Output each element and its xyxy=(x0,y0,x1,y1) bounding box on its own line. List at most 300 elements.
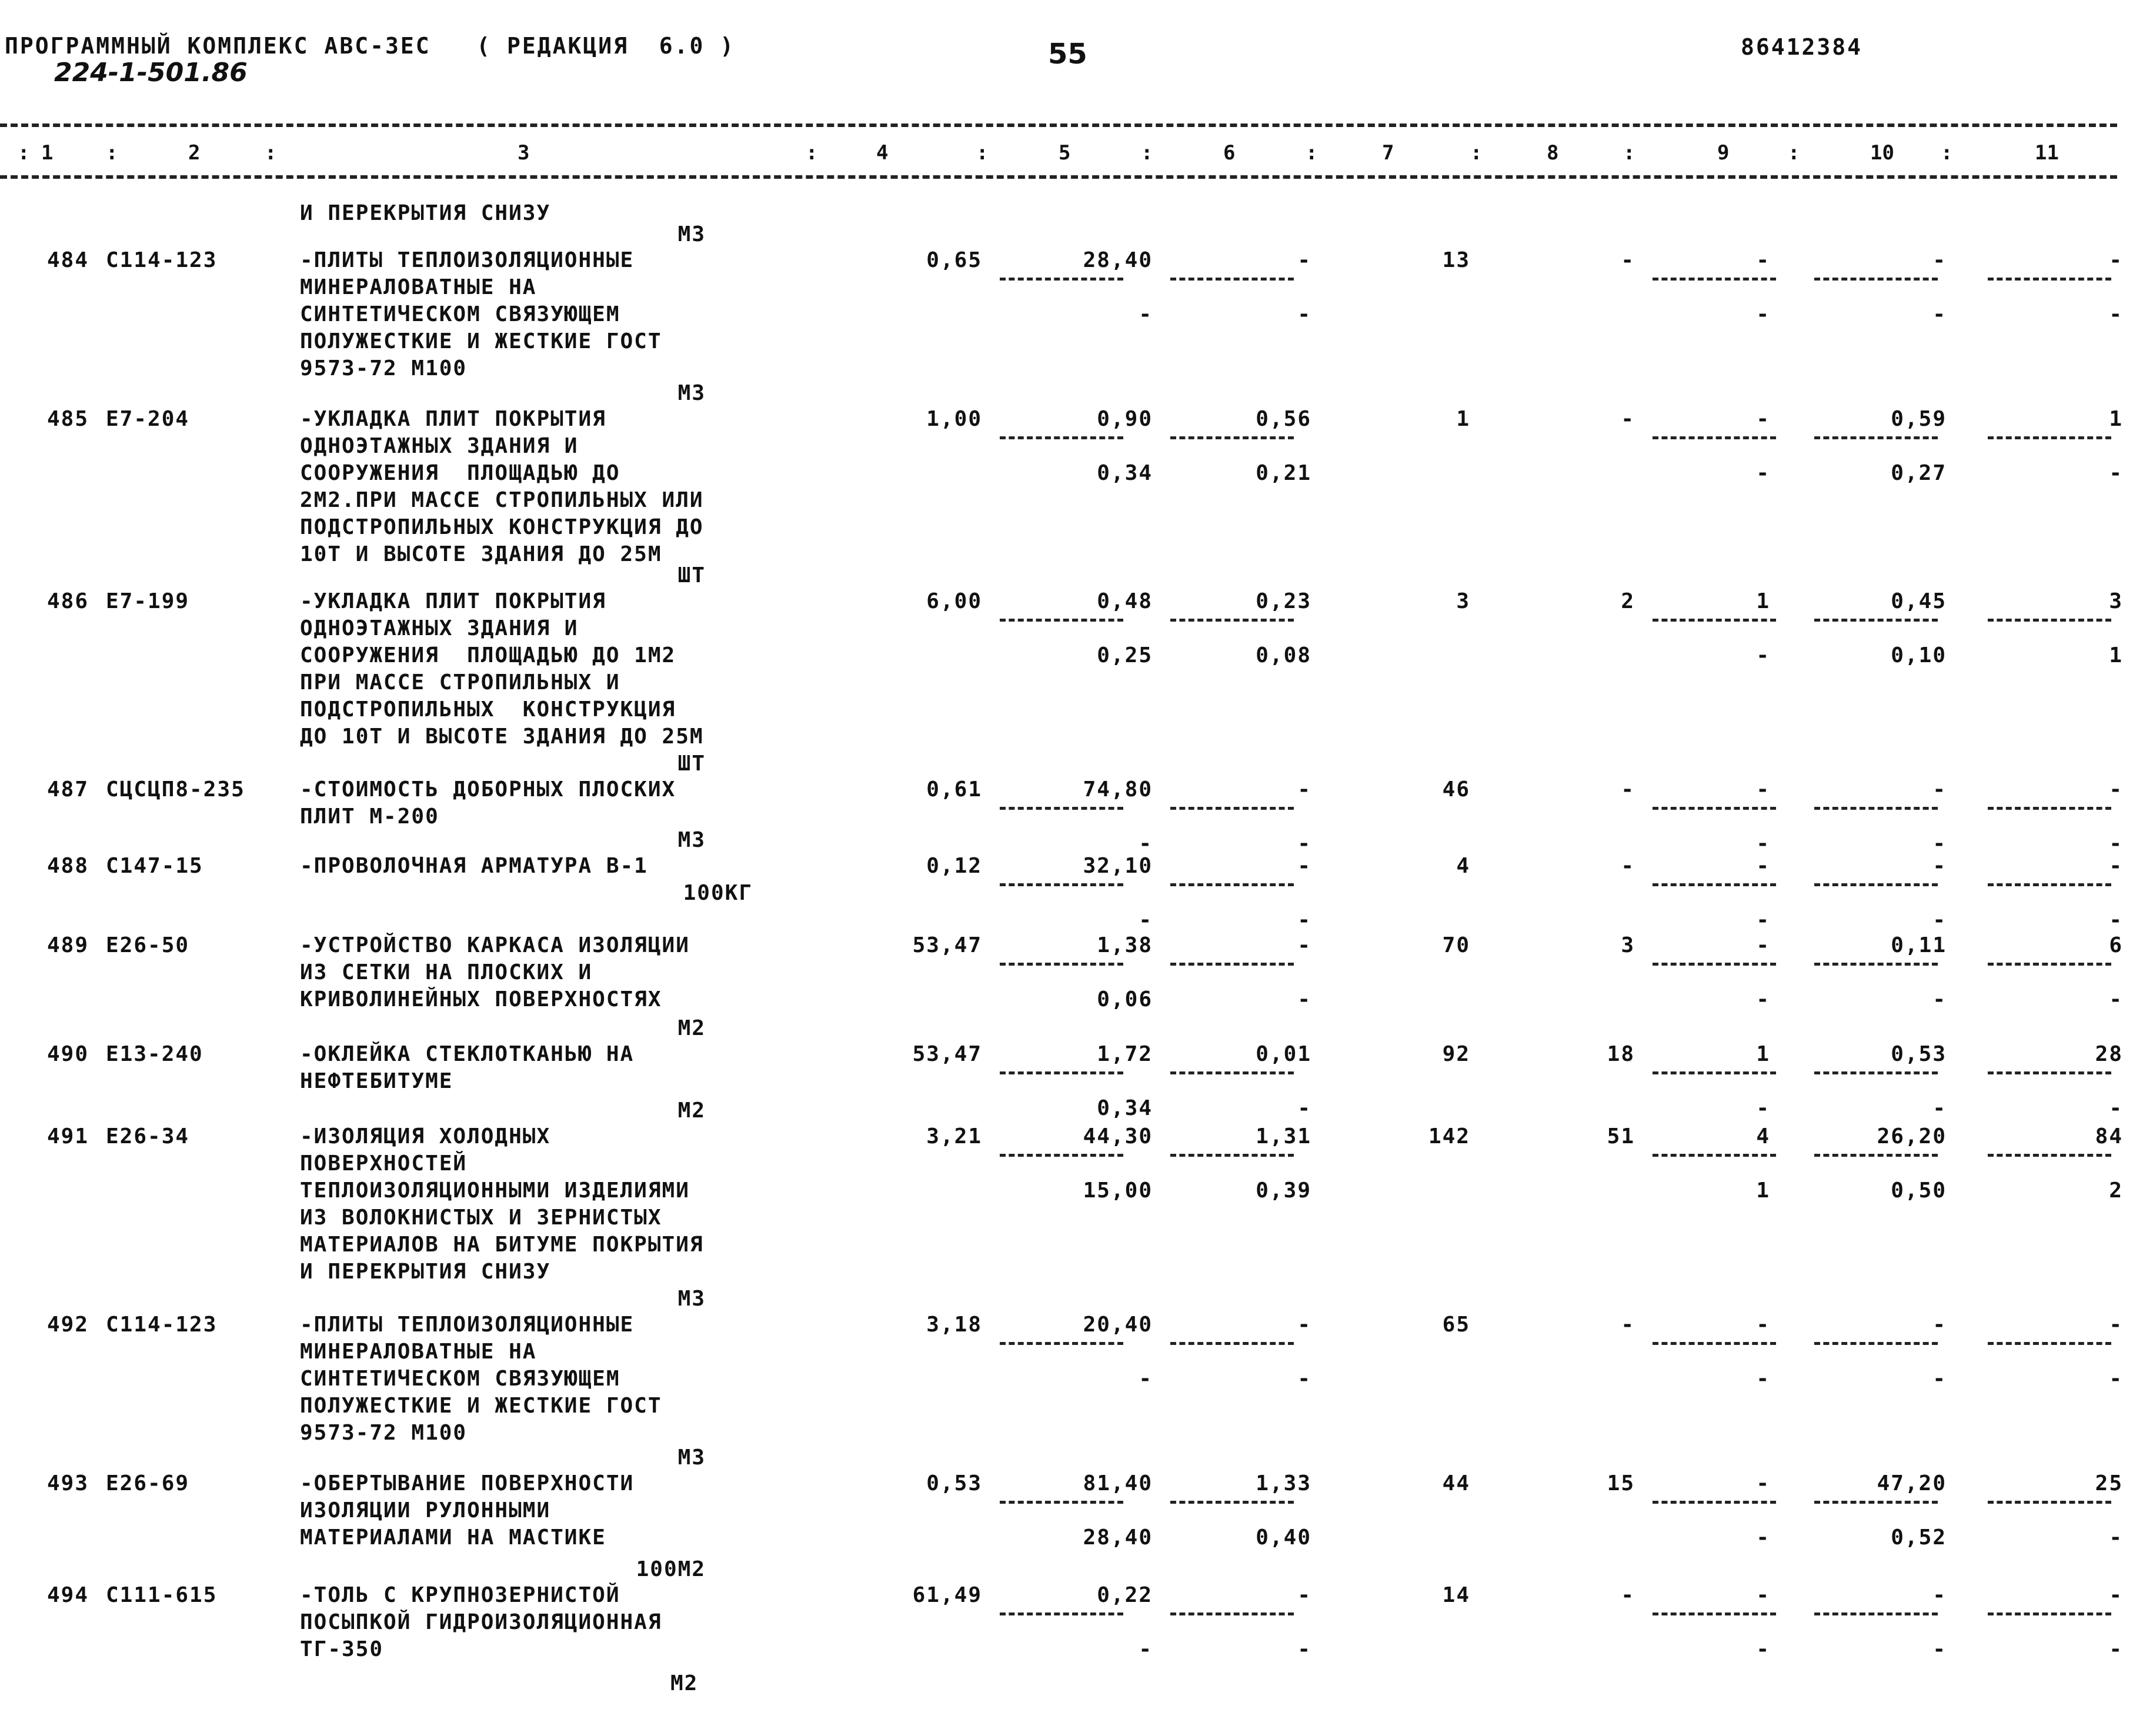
labor-total: 84 xyxy=(2095,1124,2123,1149)
column-separator: : xyxy=(1306,141,1318,165)
unit-cost-machines: - xyxy=(1297,933,1311,957)
description-line: МАТЕРИАЛАМИ НА МАСТИКЕ xyxy=(300,1525,606,1550)
resource-code: Е26-34 xyxy=(106,1124,190,1149)
machine-wages: - xyxy=(1297,302,1311,326)
description-line: МАТЕРИАЛОВ НА БИТУМЕ ПОКРЫТИЯ xyxy=(300,1233,704,1257)
machine-wages: - xyxy=(1297,832,1311,856)
labor-machinists-unit: - xyxy=(1932,908,1947,932)
description-line: -ПЛИТЫ ТЕПЛОИЗОЛЯЦИОННЫЕ xyxy=(300,248,635,272)
labor-machinists-unit: - xyxy=(1932,1637,1947,1661)
column-number-10: 10 xyxy=(1870,141,1894,165)
cell-divider xyxy=(1653,807,1776,810)
labor-machinists-total: - xyxy=(2109,908,2123,932)
total-cost: 142 xyxy=(1428,1124,1470,1149)
row-number: 485 xyxy=(47,407,89,431)
resource-code: Е13-240 xyxy=(106,1042,203,1066)
quantity: 6,00 xyxy=(926,589,982,613)
labor-machinists-total: 1 xyxy=(2109,643,2123,667)
cell-divider xyxy=(1000,436,1123,439)
unit-cost-total: 0,90 xyxy=(1097,407,1153,431)
cell-divider xyxy=(1170,619,1294,622)
unit-cost-wages: 0,25 xyxy=(1097,643,1153,667)
column-separator: : xyxy=(1941,141,1953,165)
cell-divider xyxy=(1988,963,2111,966)
machine-operation-wages: - xyxy=(1756,1637,1770,1661)
cell-divider xyxy=(1653,278,1776,281)
program-title: ПРОГРАММНЫЙ КОМПЛЕКС АВС-ЗЕС ( РЕДАКЦИЯ 6.0 ) xyxy=(5,33,736,59)
labor-total: - xyxy=(2109,1313,2123,1337)
description-line: ОДНОЭТАЖНЫХ ЗДАНИЯ И xyxy=(300,434,579,458)
description-line: 9573-72 М100 xyxy=(300,1421,468,1445)
labor-unit: 0,59 xyxy=(1891,407,1947,431)
description-line: -ПРОВОЛОЧНАЯ АРМАТУРА В-1 xyxy=(300,854,648,878)
unit-cost-machines: 0,23 xyxy=(1256,589,1311,613)
cell-divider xyxy=(1170,1154,1294,1157)
description-line: НЕФТЕБИТУМЕ xyxy=(300,1069,453,1093)
machine-wages: - xyxy=(1297,1637,1311,1661)
machine-wages: - xyxy=(1297,987,1311,1011)
unit-cost-machines: - xyxy=(1297,1583,1311,1607)
description-line: -ИЗОЛЯЦИЯ ХОЛОДНЫХ xyxy=(300,1124,551,1149)
labor-machinists-total: - xyxy=(2109,1637,2123,1661)
cell-divider xyxy=(1814,278,1938,281)
resource-code: СЦСЦП8-235 xyxy=(106,777,245,802)
description-line: ПОДСТРОПИЛЬНЫХ КОНСТРУКЦИЯ xyxy=(300,697,676,722)
cell-divider xyxy=(1814,1613,1938,1615)
unit-cost-wages: 15,00 xyxy=(1083,1179,1153,1203)
labor-machinists-unit: - xyxy=(1932,987,1947,1011)
description-line: 2М2.ПРИ МАССЕ СТРОПИЛЬНЫХ ИЛИ xyxy=(300,488,704,512)
labor-total: 3 xyxy=(2109,589,2123,613)
labor-machinists-total: - xyxy=(2109,832,2123,856)
labor-machinists-total: - xyxy=(2109,302,2123,326)
cell-divider xyxy=(1653,1071,1776,1074)
column-separator: : xyxy=(18,141,30,165)
description-line: -ПЛИТЫ ТЕПЛОИЗОЛЯЦИОННЫЕ xyxy=(300,1313,635,1337)
cell-divider xyxy=(1988,1071,2111,1074)
cell-divider xyxy=(1814,1501,1938,1504)
labor-total: - xyxy=(2109,854,2123,878)
labor-total: - xyxy=(2109,248,2123,272)
description-line: ИЗ ВОЛОКНИСТЫХ И ЗЕРНИСТЫХ xyxy=(300,1206,662,1230)
cell-divider xyxy=(1000,619,1123,622)
unit-of-measure: М2 xyxy=(677,1016,706,1040)
labor-machinists-unit: - xyxy=(1932,832,1947,856)
row-number: 490 xyxy=(47,1042,89,1066)
labor-unit: 0,53 xyxy=(1891,1042,1947,1066)
machine-operation: - xyxy=(1756,1583,1770,1607)
quantity: 3,18 xyxy=(926,1313,982,1337)
quantity: 0,53 xyxy=(926,1471,982,1495)
unit-cost-machines: 1,31 xyxy=(1256,1124,1311,1149)
unit-cost-total: 1,38 xyxy=(1097,933,1153,957)
machine-operation: - xyxy=(1756,854,1770,878)
unit-cost-total: 0,22 xyxy=(1097,1583,1153,1607)
labor-unit: 26,20 xyxy=(1877,1124,1947,1149)
labor-total: 25 xyxy=(2095,1471,2123,1495)
total-cost: 70 xyxy=(1442,933,1470,957)
labor-unit: - xyxy=(1932,777,1947,802)
unit-cost-wages: 0,06 xyxy=(1097,987,1153,1011)
wages-total: 2 xyxy=(1621,589,1635,613)
row-number: 489 xyxy=(47,933,89,957)
resource-code: Е26-50 xyxy=(106,933,190,957)
unit-of-measure: 100КГ xyxy=(683,881,753,905)
cell-divider xyxy=(1000,883,1123,886)
quantity: 3,21 xyxy=(926,1124,982,1149)
page-number: 55 xyxy=(1048,38,1087,71)
cell-divider xyxy=(1988,1342,2111,1345)
row-number: 492 xyxy=(47,1313,89,1337)
cell-divider xyxy=(1170,436,1294,439)
unit-of-measure: М3 xyxy=(677,222,706,246)
cell-divider xyxy=(1653,619,1776,622)
row-number: 486 xyxy=(47,589,89,613)
machine-operation: - xyxy=(1756,248,1770,272)
unit-cost-total: 44,30 xyxy=(1083,1124,1153,1149)
description-line: -УКЛАДКА ПЛИТ ПОКРЫТИЯ xyxy=(300,589,606,613)
cell-divider xyxy=(1814,883,1938,886)
total-cost: 46 xyxy=(1442,777,1470,802)
unit-cost-total: 74,80 xyxy=(1083,777,1153,802)
unit-of-measure: 100М2 xyxy=(636,1557,706,1581)
resource-code: Е7-204 xyxy=(106,407,190,431)
unit-cost-machines: - xyxy=(1297,1313,1311,1337)
unit-cost-total: 32,10 xyxy=(1083,854,1153,878)
total-cost: 3 xyxy=(1456,589,1470,613)
cell-divider xyxy=(1814,1342,1938,1345)
labor-machinists-unit: 0,27 xyxy=(1891,461,1947,485)
row-number: 484 xyxy=(47,248,89,272)
labor-machinists-total: - xyxy=(2109,461,2123,485)
cell-divider xyxy=(1988,883,2111,886)
unit-cost-wages: 0,34 xyxy=(1097,1096,1153,1120)
unit-cost-machines: - xyxy=(1297,248,1311,272)
machine-wages: - xyxy=(1297,1096,1311,1120)
description-line: ТГ-350 xyxy=(300,1637,384,1661)
machine-operation-wages: - xyxy=(1756,302,1770,326)
quantity: 53,47 xyxy=(912,1042,982,1066)
wages-total: - xyxy=(1621,248,1635,272)
column-number-6: 6 xyxy=(1223,141,1236,165)
cell-divider xyxy=(1988,278,2111,281)
description-line: 10Т И ВЫСОТЕ ЗДАНИЯ ДО 25М xyxy=(300,542,662,566)
unit-cost-machines: 1,33 xyxy=(1256,1471,1311,1495)
unit-cost-wages: - xyxy=(1139,832,1153,856)
description-line: -УСТРОЙСТВО КАРКАСА ИЗОЛЯЦИИ xyxy=(300,933,690,957)
total-cost: 4 xyxy=(1456,854,1470,878)
resource-code: С111-615 xyxy=(106,1583,218,1607)
machine-operation: 1 xyxy=(1756,589,1770,613)
unit-cost-total: 1,72 xyxy=(1097,1042,1153,1066)
cell-divider xyxy=(1814,619,1938,622)
unit-of-measure: М2 xyxy=(677,1099,706,1123)
labor-machinists-unit: - xyxy=(1932,1367,1947,1391)
unit-cost-wages: 28,40 xyxy=(1083,1525,1153,1550)
labor-unit: - xyxy=(1932,1313,1947,1337)
description-line: ТЕПЛОИЗОЛЯЦИОННЫМИ ИЗДЕЛИЯМИ xyxy=(300,1179,690,1203)
column-separator: : xyxy=(106,141,118,165)
unit-cost-total: 20,40 xyxy=(1083,1313,1153,1337)
resource-code: С114-123 xyxy=(106,248,218,272)
quantity: 53,47 xyxy=(912,933,982,957)
cell-divider xyxy=(1170,278,1294,281)
description-line: СООРУЖЕНИЯ ПЛОЩАДЬЮ ДО 1М2 xyxy=(300,643,676,667)
description-line: СИНТЕТИЧЕСКОМ СВЯЗУЮЩЕМ xyxy=(300,1367,620,1391)
unit-cost-wages: 0,34 xyxy=(1097,461,1153,485)
cell-divider xyxy=(1000,1501,1123,1504)
cell-divider xyxy=(1814,963,1938,966)
quantity: 1,00 xyxy=(926,407,982,431)
cell-divider xyxy=(1000,1342,1123,1345)
trailing-unit: М2 xyxy=(670,1671,699,1695)
machine-operation-wages: - xyxy=(1756,832,1770,856)
unit-cost-machines: 0,01 xyxy=(1256,1042,1311,1066)
quantity: 0,61 xyxy=(926,777,982,802)
column-number-11: 11 xyxy=(2035,141,2059,165)
wages-total: 3 xyxy=(1621,933,1635,957)
description-line: ОДНОЭТАЖНЫХ ЗДАНИЯ И xyxy=(300,616,579,640)
unit-of-measure: ШТ xyxy=(677,563,706,587)
wages-total: - xyxy=(1621,407,1635,431)
quantity: 61,49 xyxy=(912,1583,982,1607)
cell-divider xyxy=(1814,436,1938,439)
labor-machinists-total: - xyxy=(2109,1096,2123,1120)
unit-cost-wages: - xyxy=(1139,908,1153,932)
unit-of-measure: М3 xyxy=(677,1445,706,1470)
description-line: ПОСЫПКОЙ ГИДРОИЗОЛЯЦИОННАЯ xyxy=(300,1610,662,1634)
description-line: МИНЕРАЛОВАТНЫЕ НА xyxy=(300,1340,537,1364)
description-line: ПОДСТРОПИЛЬНЫХ КОНСТРУКЦИЯ ДО xyxy=(300,515,704,539)
cell-divider xyxy=(1653,883,1776,886)
row-number: 487 xyxy=(47,777,89,802)
cell-divider xyxy=(1988,1501,2111,1504)
machine-wages: 0,08 xyxy=(1256,643,1311,667)
labor-machinists-total: 2 xyxy=(2109,1179,2123,1203)
labor-total: 6 xyxy=(2109,933,2123,957)
labor-machinists-unit: - xyxy=(1932,1096,1947,1120)
description-line: ПОВЕРХНОСТЕЙ xyxy=(300,1151,468,1176)
cell-divider xyxy=(1988,1613,2111,1615)
cell-divider xyxy=(1814,1154,1938,1157)
labor-unit: - xyxy=(1932,854,1947,878)
unit-cost-wages: - xyxy=(1139,302,1153,326)
description-line: ПОЛУЖЕСТКИЕ И ЖЕСТКИЕ ГОСТ xyxy=(300,1394,662,1418)
description-line: -ОБЕРТЫВАНИЕ ПОВЕРХНОСТИ xyxy=(300,1471,635,1495)
machine-wages: 0,39 xyxy=(1256,1179,1311,1203)
labor-total: 28 xyxy=(2095,1042,2123,1066)
description-line: -СТОИМОСТЬ ДОБОРНЫХ ПЛОСКИХ xyxy=(300,777,676,802)
machine-operation-wages: - xyxy=(1756,908,1770,932)
description-line: 9573-72 М100 xyxy=(300,356,468,380)
machine-operation-wages: - xyxy=(1756,643,1770,667)
unit-cost-total: 0,48 xyxy=(1097,589,1153,613)
cell-divider xyxy=(1170,963,1294,966)
column-number-9: 9 xyxy=(1717,141,1730,165)
description-line: -УКЛАДКА ПЛИТ ПОКРЫТИЯ xyxy=(300,407,606,431)
total-cost: 65 xyxy=(1442,1313,1470,1337)
description-line: ПРИ МАССЕ СТРОПИЛЬНЫХ И xyxy=(300,670,620,695)
cell-divider xyxy=(1653,1154,1776,1157)
unit-cost-machines: - xyxy=(1297,854,1311,878)
cell-divider xyxy=(1170,1613,1294,1615)
cell-divider xyxy=(1000,963,1123,966)
machine-operation: - xyxy=(1756,777,1770,802)
cell-divider xyxy=(1170,883,1294,886)
column-number-5: 5 xyxy=(1059,141,1071,165)
cell-divider xyxy=(1170,1071,1294,1074)
cell-divider xyxy=(1814,1071,1938,1074)
machine-operation-wages: - xyxy=(1756,461,1770,485)
labor-total: - xyxy=(2109,1583,2123,1607)
machine-wages: 0,40 xyxy=(1256,1525,1311,1550)
labor-total: - xyxy=(2109,777,2123,802)
column-separator: : xyxy=(1470,141,1483,165)
column-number-3: 3 xyxy=(518,141,530,165)
description-line: КРИВОЛИНЕЙНЫХ ПОВЕРХНОСТЯХ xyxy=(300,987,662,1011)
total-cost: 1 xyxy=(1456,407,1470,431)
unit-cost-machines: - xyxy=(1297,777,1311,802)
labor-unit: - xyxy=(1932,248,1947,272)
column-number-2: 2 xyxy=(188,141,201,165)
machine-wages: - xyxy=(1297,1367,1311,1391)
machine-operation-wages: 1 xyxy=(1756,1179,1770,1203)
description-line: ИЗОЛЯЦИИ РУЛОННЫМИ xyxy=(300,1498,551,1523)
row-number: 494 xyxy=(47,1583,89,1607)
cell-divider xyxy=(1653,1342,1776,1345)
description-line: СИНТЕТИЧЕСКОМ СВЯЗУЮЩЕМ xyxy=(300,302,620,326)
wages-total: 51 xyxy=(1607,1124,1635,1149)
cell-divider xyxy=(1988,436,2111,439)
total-cost: 14 xyxy=(1442,1583,1470,1607)
column-number-7: 7 xyxy=(1382,141,1394,165)
column-separator: : xyxy=(1141,141,1153,165)
labor-unit: 0,45 xyxy=(1891,589,1947,613)
cell-divider xyxy=(1000,1154,1123,1157)
quantity: 0,12 xyxy=(926,854,982,878)
column-number-4: 4 xyxy=(876,141,889,165)
unit-of-measure: М3 xyxy=(677,381,706,405)
cell-divider xyxy=(1988,807,2111,810)
unit-cost-total: 28,40 xyxy=(1083,248,1153,272)
resource-code: Е26-69 xyxy=(106,1471,190,1495)
machine-operation-wages: - xyxy=(1756,1367,1770,1391)
total-cost: 92 xyxy=(1442,1042,1470,1066)
handwritten-number: 224-1-501.86 xyxy=(54,58,248,88)
unit-cost-wages: - xyxy=(1139,1367,1153,1391)
machine-operation-wages: - xyxy=(1756,1096,1770,1120)
cell-divider xyxy=(1988,1154,2111,1157)
labor-machinists-unit: 0,50 xyxy=(1891,1179,1947,1203)
description-line: МИНЕРАЛОВАТНЫЕ НА xyxy=(300,275,537,299)
wages-total: - xyxy=(1621,777,1635,802)
cell-divider xyxy=(1653,436,1776,439)
column-separator: : xyxy=(265,141,277,165)
unit-cost-wages: - xyxy=(1139,1637,1153,1661)
cell-divider xyxy=(1000,278,1123,281)
machine-operation: 1 xyxy=(1756,1042,1770,1066)
machine-operation: - xyxy=(1756,933,1770,957)
cell-divider xyxy=(1000,1071,1123,1074)
wages-total: - xyxy=(1621,1313,1635,1337)
cell-divider xyxy=(1170,807,1294,810)
wages-total: 18 xyxy=(1607,1042,1635,1066)
unit-of-measure: М3 xyxy=(677,828,706,852)
description-line: -ОКЛЕЙКА СТЕКЛОТКАНЬЮ НА xyxy=(300,1042,635,1066)
unit-cost-machines: 0,56 xyxy=(1256,407,1311,431)
labor-machinists-unit: 0,52 xyxy=(1891,1525,1947,1550)
wages-total: - xyxy=(1621,854,1635,878)
cell-divider xyxy=(1814,807,1938,810)
cell-divider xyxy=(1653,963,1776,966)
unit-of-measure: ШТ xyxy=(677,752,706,776)
machine-wages: - xyxy=(1297,908,1311,932)
machine-operation: - xyxy=(1756,407,1770,431)
unit-of-measure: М3 xyxy=(677,1287,706,1311)
cell-divider xyxy=(1653,1613,1776,1615)
column-separator: : xyxy=(976,141,989,165)
description-line: ДО 10Т И ВЫСОТЕ ЗДАНИЯ ДО 25М xyxy=(300,725,704,749)
quantity: 0,65 xyxy=(926,248,982,272)
machine-operation-wages: - xyxy=(1756,1525,1770,1550)
cell-divider xyxy=(1653,1501,1776,1504)
row-number: 488 xyxy=(47,854,89,878)
cell-divider xyxy=(1988,619,2111,622)
column-separator: : xyxy=(1623,141,1635,165)
wages-total: - xyxy=(1621,1583,1635,1607)
resource-code: С114-123 xyxy=(106,1313,218,1337)
cell-divider xyxy=(1000,807,1123,810)
description-line: СООРУЖЕНИЯ ПЛОЩАДЬЮ ДО xyxy=(300,461,620,485)
machine-operation: - xyxy=(1756,1471,1770,1495)
labor-unit: 47,20 xyxy=(1877,1471,1947,1495)
description-line: ИЗ СЕТКИ НА ПЛОСКИХ И xyxy=(300,960,593,984)
description-line: ПОЛУЖЕСТКИЕ И ЖЕСТКИЕ ГОСТ xyxy=(300,329,662,353)
column-separator: : xyxy=(806,141,818,165)
column-separator: : xyxy=(1788,141,1800,165)
total-cost: 13 xyxy=(1442,248,1470,272)
labor-machinists-total: - xyxy=(2109,987,2123,1011)
machine-operation: - xyxy=(1756,1313,1770,1337)
cell-divider xyxy=(1170,1342,1294,1345)
total-cost: 44 xyxy=(1442,1471,1470,1495)
column-number-1: 1 xyxy=(41,141,54,165)
header-bottom-rule xyxy=(0,175,2117,179)
resource-code: С147-15 xyxy=(106,854,203,878)
machine-operation-wages: - xyxy=(1756,987,1770,1011)
machine-wages: 0,21 xyxy=(1256,461,1311,485)
labor-machinists-unit: 0,10 xyxy=(1891,643,1947,667)
cell-divider xyxy=(1000,1613,1123,1615)
row-number: 491 xyxy=(47,1124,89,1149)
labor-unit: - xyxy=(1932,1583,1947,1607)
wages-total: 15 xyxy=(1607,1471,1635,1495)
labor-machinists-total: - xyxy=(2109,1367,2123,1391)
unit-cost-total: 81,40 xyxy=(1083,1471,1153,1495)
row-number: 493 xyxy=(47,1471,89,1495)
labor-machinists-total: - xyxy=(2109,1525,2123,1550)
labor-machinists-unit: - xyxy=(1932,302,1947,326)
continuation-text: И ПЕРЕКРЫТИЯ СНИЗУ xyxy=(300,201,551,225)
description-line: -ТОЛЬ С КРУПНОЗЕРНИСТОЙ xyxy=(300,1583,620,1607)
header-top-rule xyxy=(0,123,2117,127)
resource-code: Е7-199 xyxy=(106,589,190,613)
document-code: 86412384 xyxy=(1741,34,1863,60)
labor-unit: 0,11 xyxy=(1891,933,1947,957)
labor-total: 1 xyxy=(2109,407,2123,431)
description-line: И ПЕРЕКРЫТИЯ СНИЗУ xyxy=(300,1260,551,1284)
machine-operation: 4 xyxy=(1756,1124,1770,1149)
